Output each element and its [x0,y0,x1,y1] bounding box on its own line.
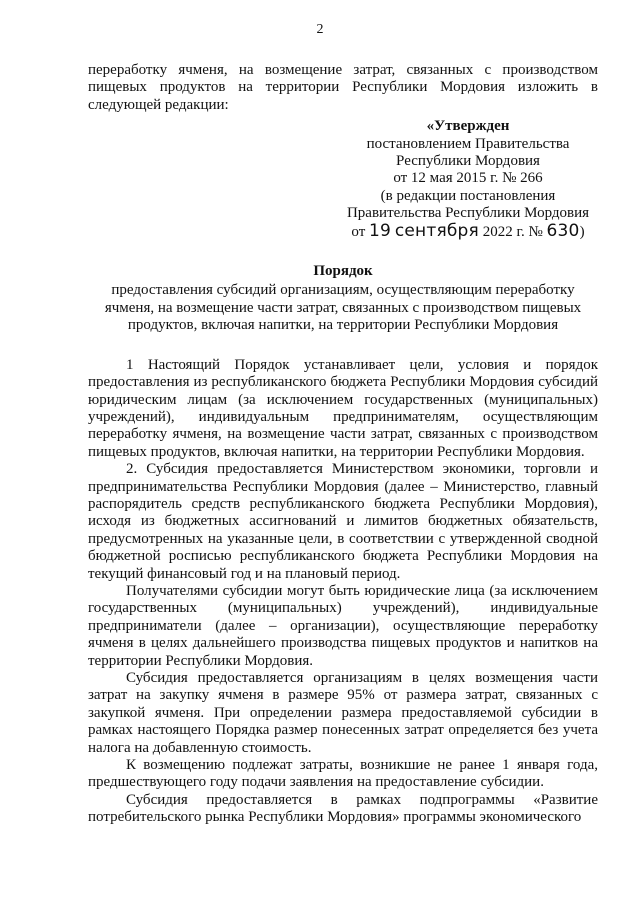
approval-line-4: от 12 мая 2015 г. № 266 [393,170,543,187]
approval-decree-number: 630 [546,220,580,241]
approval-line-5: (в редакции постановления [380,187,556,204]
page-number: 2 [316,22,324,37]
heading-title: Порядок [313,263,373,280]
approval-line-6: Правительства Республики Мордовия [346,205,590,222]
approval-line-7 [338,220,598,241]
approval-date-year: 2022 г. № [482,223,543,240]
approval-line-3: Республики Мордовия [396,153,540,170]
paragraph-6: Субсидия предоставляется в рамках подпрограммы «Развитие потребительского рынка Республики Мордовия» программы экономического [88,791,598,826]
section-heading [88,263,598,335]
approval-line-2: постановлением Правительства [366,135,570,152]
approval-date-day: 19 [369,220,392,241]
paragraph-3: Получателями субсидии могут быть юридические лица (за исключением государственных (муниципальных) учреждений), индивидуальные предприниматели (далее – организации), осуществляющие переработку ячменя в целях дальнейшего производства пищевых продуктов и напитков на территории Республики Мордовия. [88,582,598,669]
document-body [88,62,598,827]
body-text [88,357,598,827]
approval-close-paren: ) [579,223,585,240]
paragraph-5: К возмещению подлежат затраты, возникшие не ранее 1 января года, предшествующего году подачи заявления на предоставление субсидии. [88,757,598,791]
paragraph-4: Субсидия предоставляется организациям в целях возмещения части затрат на закупку ячменя в размере 95% от размера затрат, связанных с закупкой ячменя. При определении размера предоставляемой субсидии в рамках настоящего Порядка размер понесенных затрат определяется без учета налога на добавленную стоимость. [88,670,598,756]
paragraph-2: 2. Субсидия предоставляется Министерством экономики, торговли и предпринимательства Республики Мордовия (далее – Министерство, главный распорядитель средств республиканского бюджета Республики Мордовия), исходя из бюджетных ассигнований и лимитов бюджетных обязательств, предусмотренных на указанные цели, в соответствии с утвержденной сводной бюджетной росписью республиканского бюджета Республики Мордовия на текущий финансовый год и на плановый период. [88,461,598,582]
heading-subtitle-line-3: продуктов, включая напитки, на территории Республики Мордовия [127,317,559,334]
approval-line-1: «Утвержден [426,118,510,135]
intro-paragraph: переработку ячменя, на возмещение затрат, связанных с производством пищевых продуктов на территории Республики Мордовия изложить в следующей редакции: [88,62,598,113]
heading-subtitle-line-1: предоставления субсидий организациям, осуществляющим переработку [111,282,575,299]
approval-date-month: сентября [394,220,479,241]
paragraph-1: 1 Настоящий Порядок устанавливает цели, условия и порядок предоставления из республиканского бюджета Республики Мордовия субсидий юридическим лицам (за исключением государственных (муниципальных) учреждений), индивидуальным предпринимателям, осуществляющим переработку ячменя, на возмещение части затрат, связанных с производством пищевых продуктов, включая напитки, на территории Республики Мордовия. [88,356,598,460]
heading-subtitle-line-2: ячменя, на возмещение части затрат, связанных с производством пищевых [104,299,582,316]
approval-date-prefix: от [351,223,366,240]
approval-stamp-block [338,118,598,241]
